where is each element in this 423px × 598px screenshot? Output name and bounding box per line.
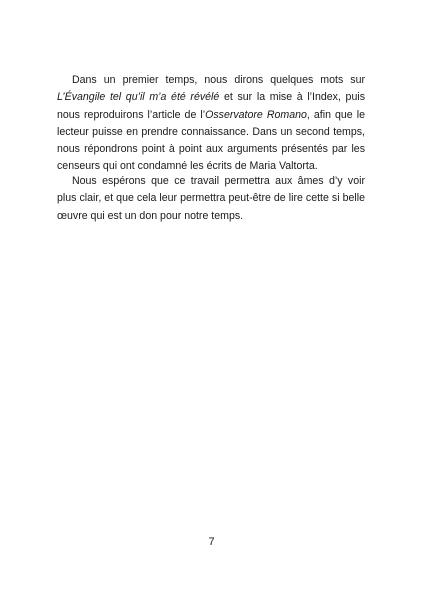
- page-number: 7: [208, 536, 215, 548]
- book-title: L’Évangile tel qu’il m’a été révélé: [57, 91, 220, 104]
- newspaper-title: Osservatore Romano: [205, 108, 307, 121]
- paragraph-2-text: Nous espérons que ce travail permettra aux âmes d’y voir plus clair, et que cela leur permettra peut-être de lire cette si belle œuvre qui est un don pour notre temps.: [57, 175, 365, 222]
- paragraph-1-text-3: , afin que le lecteur puisse en prendre connaissance. Dans un second temps, nous répondrons point à point aux arguments présentés par les censeurs qui ont condamné les écrits de Maria Valtorta.: [57, 108, 365, 173]
- paragraph-1-text-2: et sur la mise à l’Index, puis nous reproduirons l’article de l’: [57, 91, 365, 121]
- paragraph-1: [57, 72, 365, 176]
- paragraph-1-text-1: Dans un premier temps, nous dirons quelques mots sur: [72, 74, 365, 86]
- paragraph-2: [57, 173, 365, 225]
